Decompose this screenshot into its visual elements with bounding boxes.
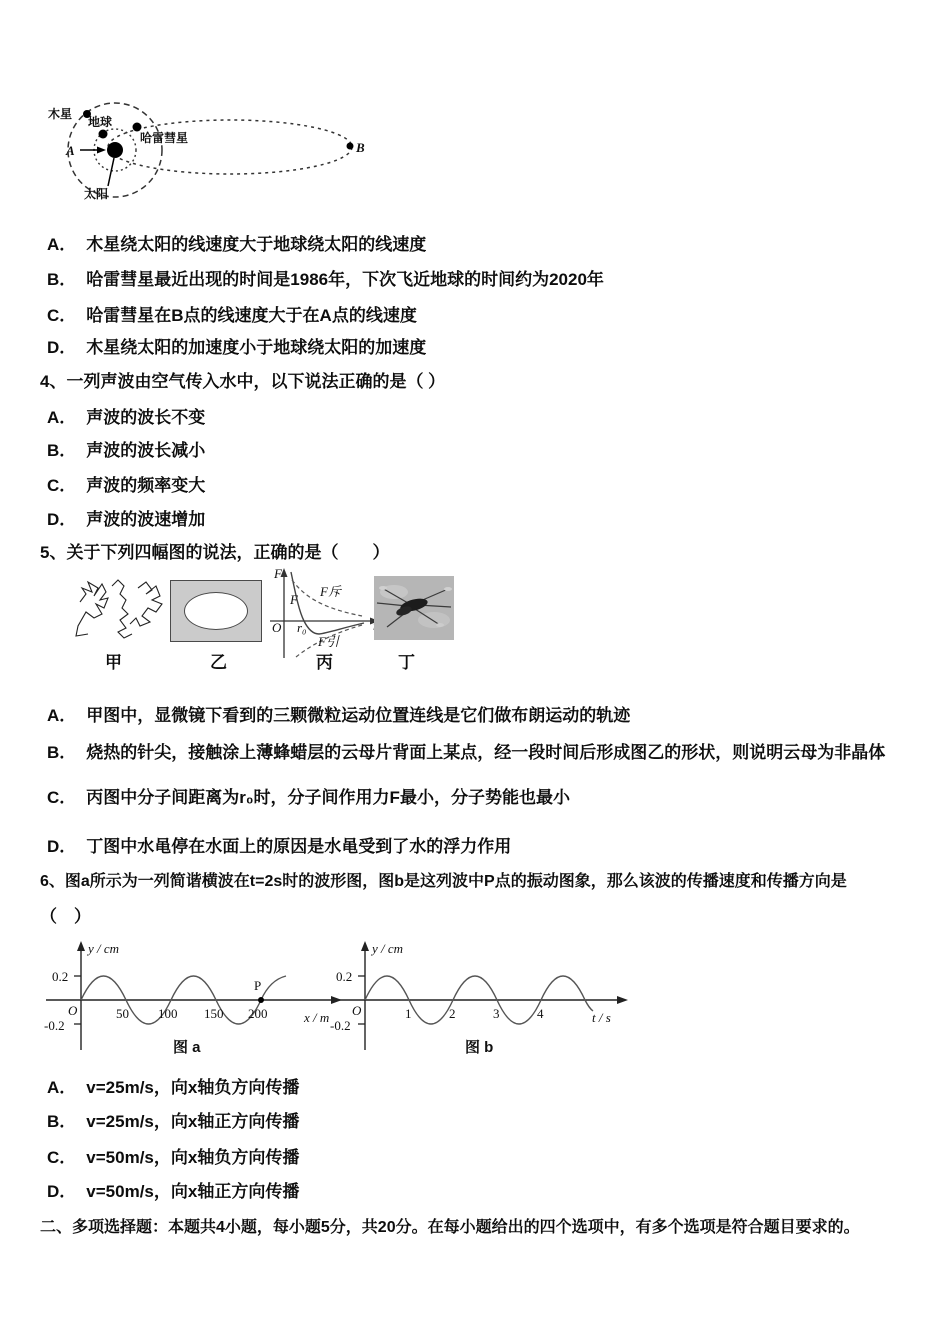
t-tick-1: 1: [405, 1006, 412, 1021]
point-p-label: P: [254, 978, 262, 993]
point-b-label: B: [356, 140, 365, 155]
surface-dimple: [444, 587, 452, 591]
y-max-label: 0.2: [336, 969, 353, 984]
option-label: C．: [47, 306, 77, 325]
option-text: 烧热的针尖，接触涂上薄蜂蜡层的云母片背面上某点，经一段时间后形成图乙的形状，则说明云母为非晶体: [86, 743, 886, 762]
label-yi: 乙: [210, 653, 227, 672]
origin-label: O: [352, 1003, 362, 1018]
option-label: B．: [47, 441, 77, 460]
point-a-label: A: [66, 143, 75, 158]
point-b-dot: [347, 143, 354, 150]
wax-ellipse: [184, 592, 248, 630]
option-label: D．: [47, 510, 77, 529]
jupiter-label: 木星: [48, 107, 73, 121]
repel-label: F斥: [320, 584, 341, 599]
label-ding: 丁: [398, 653, 415, 672]
y-axis-label: y / cm: [372, 941, 404, 956]
q3-option-b: [47, 270, 604, 290]
option-label: C．: [47, 476, 77, 495]
option-text: 声波的波长不变: [86, 408, 206, 427]
q4-option-d: [47, 510, 205, 530]
option-label: D．: [47, 338, 77, 357]
origin-label: O: [272, 620, 282, 635]
option-label: B．: [47, 270, 77, 289]
origin-label: O: [68, 1003, 78, 1018]
q6-option-d: [47, 1182, 299, 1202]
q5-title: 5、关于下列四幅图的说法，正确的是（ ）: [40, 543, 390, 562]
x-axis-label: x / m: [304, 1010, 330, 1025]
option-label: A．: [47, 706, 77, 725]
option-label: C．: [47, 788, 77, 807]
option-text: v=50m/s，向x轴正方向传播: [86, 1182, 300, 1201]
y-axis-label: y / cm: [88, 941, 120, 956]
graph-a-caption: 图 a: [173, 1039, 201, 1056]
q6-title-line2: （ ）: [40, 907, 91, 926]
t-tick-2: 2: [449, 1006, 456, 1021]
option-text: 木星绕太阳的加速度小于地球绕太阳的加速度: [86, 338, 427, 357]
attract-label: F引: [318, 634, 339, 649]
orbit-diagram: [40, 92, 370, 204]
q4-option-c: [47, 476, 205, 496]
x-tick-50: 50: [116, 1006, 129, 1021]
earth-label: 地球: [88, 115, 113, 129]
figure-jia-brownian: [72, 574, 172, 644]
option-label: D．: [47, 837, 77, 856]
t-axis-label: t / s: [592, 1010, 611, 1025]
scribble-1: [76, 582, 108, 636]
section2-header: 二、多项选择题：本题共4小题，每小题5分，共20分。在每小题给出的四个选项中，有多个选项是符合题目要求的。: [40, 1219, 860, 1236]
q3-option-c: [47, 306, 417, 326]
halley-orbit: [108, 120, 352, 174]
option-text: 声波的频率变大: [86, 476, 206, 495]
q6-title-line1: 6、图a所示为一列简谐横波在t=2s时的波形图，图b是这列波中P点的振动图象，那么该波的传播速度和传播方向是: [40, 873, 847, 890]
option-text: 丁图中水黾停在水面上的原因是水黾受到了水的浮力作用: [86, 837, 512, 856]
q5-option-d: [47, 837, 511, 857]
option-text: v=25m/s，向x轴正方向传播: [86, 1112, 300, 1131]
q5-option-b: [47, 743, 885, 763]
q5-option-c: [47, 788, 570, 808]
option-text: 丙图中分子间距离为r₀时，分子间作用力F最小，分子势能也最小: [86, 788, 570, 807]
t-axis-arrow: [617, 996, 628, 1004]
x-tick-150: 150: [204, 1006, 224, 1021]
earth-dot: [99, 130, 108, 139]
figure-ding-water-strider: [374, 576, 454, 640]
vibration-graph-b: [330, 938, 640, 1056]
q4-title: 4、一列声波由空气传入水中，以下说法正确的是（ ）: [40, 372, 446, 391]
t-tick-3: 3: [493, 1006, 500, 1021]
q6-option-c: [47, 1148, 299, 1168]
option-label: D．: [47, 1182, 77, 1201]
surface-dimple: [379, 586, 387, 590]
sun-label: 太阳: [84, 187, 109, 201]
option-label: B．: [47, 743, 77, 762]
x-tick-200: 200: [248, 1006, 268, 1021]
graph-b-caption: 图 b: [465, 1039, 494, 1056]
option-text: 声波的波长减小: [86, 441, 206, 460]
q4-option-b: [47, 441, 205, 461]
q5-option-a: [47, 706, 630, 726]
label-bing: 丙: [316, 653, 333, 672]
scribble-2: [112, 580, 132, 638]
sun-pointer: [108, 158, 114, 186]
scribble-3: [130, 582, 162, 626]
sun-dot: [107, 142, 123, 158]
net-force-label: F: [290, 592, 298, 607]
option-text: 哈雷彗星最近出现的时间是1986年，下次飞近地球的时间约为2020年: [86, 270, 604, 289]
label-jia: 甲: [105, 653, 122, 672]
q4-option-a: [47, 408, 205, 428]
figure-bing-force-graph: [266, 566, 386, 661]
f-axis-label: F: [274, 566, 282, 581]
option-text: 哈雷彗星在B点的线速度大于在A点的线速度: [86, 306, 417, 325]
point-a-arrowhead: [97, 147, 106, 154]
t-tick-4: 4: [537, 1006, 544, 1021]
x-tick-100: 100: [158, 1006, 178, 1021]
y-axis-arrow: [77, 941, 85, 951]
option-label: A．: [47, 235, 77, 254]
option-text: 甲图中，显微镜下看到的三颗微粒运动位置连线是它们做布朗运动的轨迹: [86, 706, 631, 725]
option-text: 声波的波速增加: [86, 510, 206, 529]
q6-option-b: [47, 1112, 299, 1132]
surface-dimple: [436, 623, 444, 627]
y-min-label: -0.2: [330, 1018, 351, 1033]
option-text: v=25m/s，向x轴负方向传播: [86, 1078, 300, 1097]
q3-option-a: [47, 235, 426, 255]
wave-graph-a: [38, 938, 358, 1056]
y-max-label: 0.2: [52, 969, 69, 984]
halley-label: 哈雷彗星: [140, 131, 189, 145]
y-axis-arrow: [361, 941, 369, 951]
q6-option-a: [47, 1078, 299, 1098]
option-label: A．: [47, 1078, 77, 1097]
figure-yi-wax-mica: [170, 580, 262, 642]
point-p-dot: [258, 997, 264, 1003]
option-text: 木星绕太阳的线速度大于地球绕太阳的线速度: [86, 235, 427, 254]
r0-label: r₀: [297, 620, 307, 635]
option-text: v=50m/s，向x轴负方向传播: [86, 1148, 300, 1167]
y-min-label: -0.2: [44, 1018, 65, 1033]
option-label: A．: [47, 408, 77, 427]
q3-option-d: [47, 338, 426, 358]
option-label: B．: [47, 1112, 77, 1131]
option-label: C．: [47, 1148, 77, 1167]
